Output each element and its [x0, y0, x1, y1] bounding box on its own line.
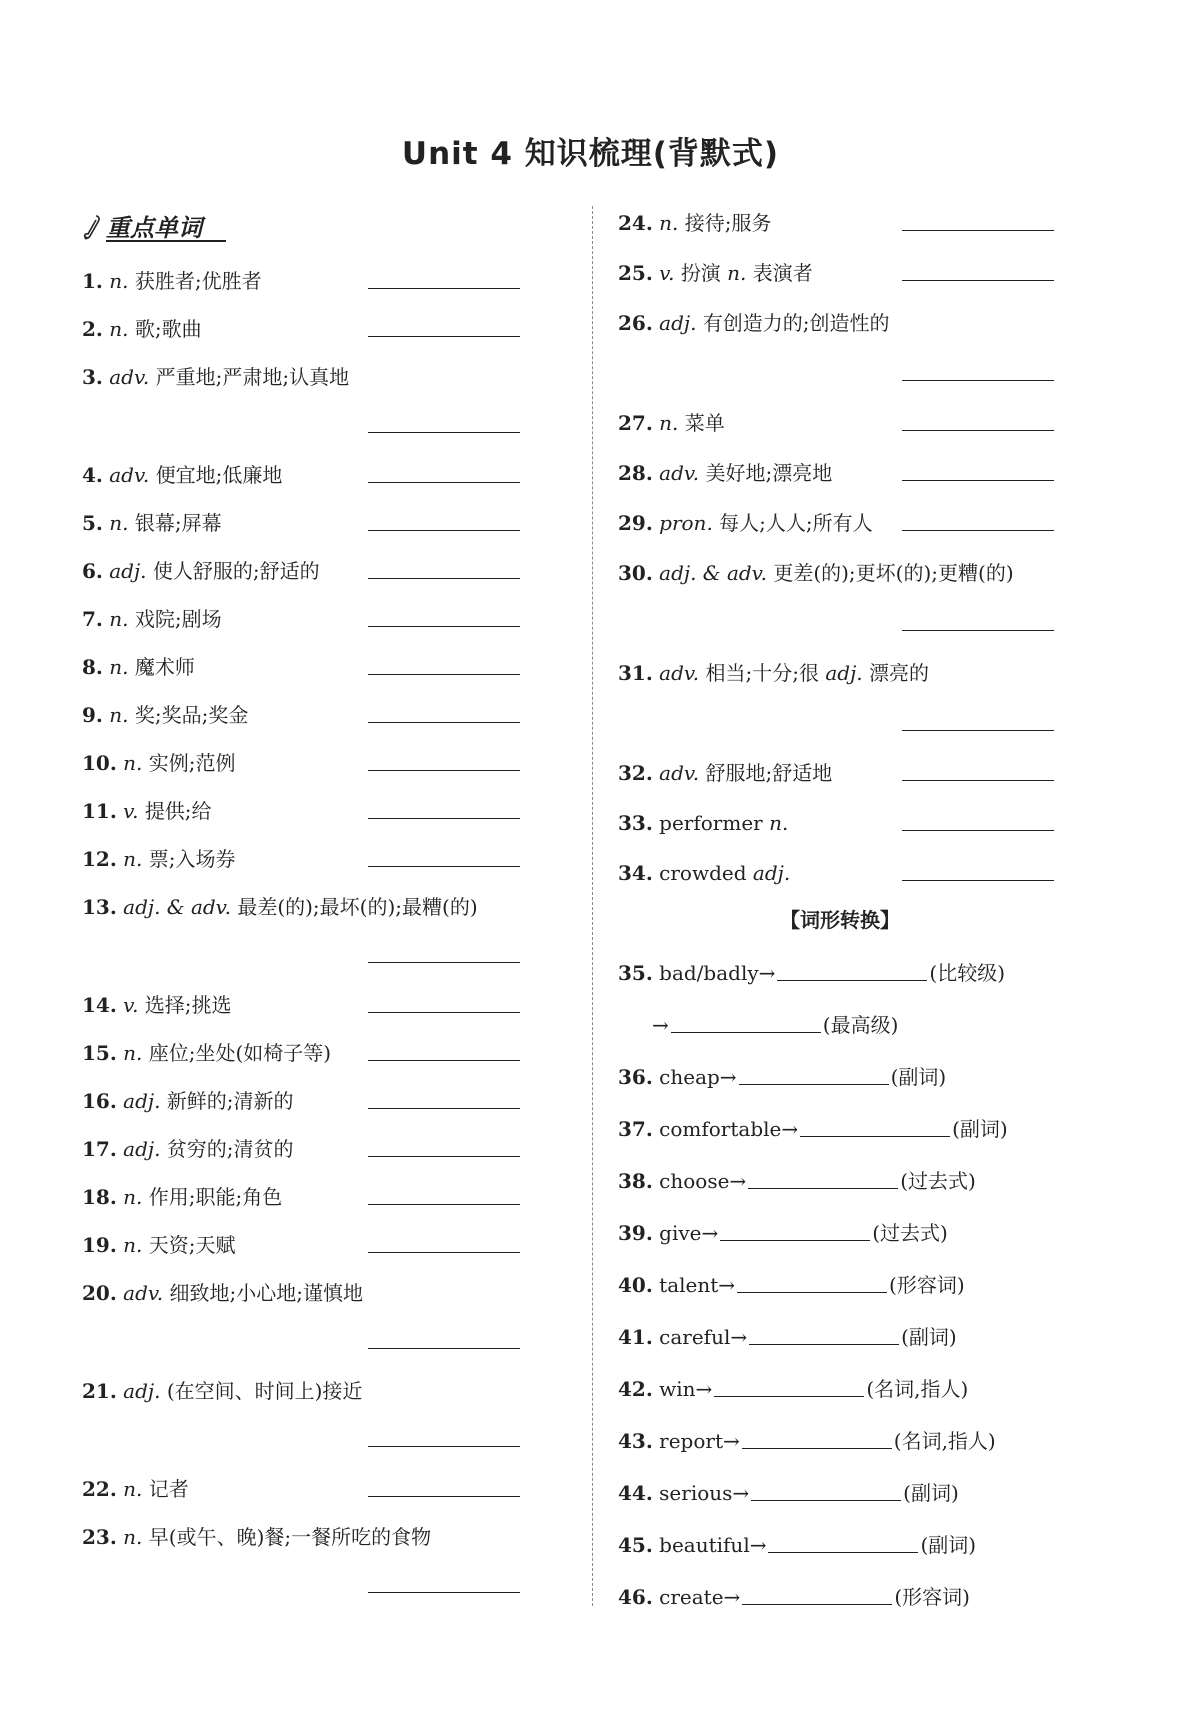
- part-of-speech: adj.: [659, 311, 697, 335]
- item-number: 24.: [618, 211, 653, 235]
- answer-blank[interactable]: [714, 1396, 864, 1397]
- vocab-item: [618, 560, 1014, 586]
- answer-blank[interactable]: [368, 1592, 520, 1593]
- item-number: 16.: [82, 1089, 117, 1113]
- definition: 新鲜的;清新的: [166, 1089, 294, 1113]
- form-hint: (副词): [952, 1117, 1008, 1141]
- definition: 舒服地;舒适地: [705, 761, 833, 785]
- vocab-item: [82, 1476, 189, 1502]
- answer-blank[interactable]: [368, 722, 520, 723]
- base-word: choose→: [659, 1169, 747, 1193]
- vocab-item: [82, 992, 232, 1018]
- item-number: 20.: [82, 1281, 117, 1305]
- item-number: 9.: [82, 703, 103, 727]
- item-number: 36.: [618, 1065, 653, 1089]
- vocab-item: [82, 1280, 363, 1306]
- base-word: talent→: [659, 1273, 736, 1297]
- definition: (在空间、时间上)接近: [166, 1379, 363, 1403]
- part-of-speech: adj. & adv.: [659, 561, 767, 585]
- english-word: crowded: [659, 861, 747, 885]
- form-hint: (副词): [903, 1481, 959, 1505]
- vocab-item: [618, 460, 832, 486]
- page-title: Unit 4 知识梳理(背默式): [401, 136, 780, 172]
- part-of-speech: adj.: [752, 861, 791, 885]
- item-number: 21.: [82, 1379, 117, 1403]
- definition: 获胜者;优胜者: [134, 269, 262, 293]
- item-number: 38.: [618, 1169, 653, 1193]
- base-word: →: [652, 1013, 669, 1037]
- answer-blank[interactable]: [368, 530, 520, 531]
- item-number: 46.: [618, 1585, 653, 1609]
- vocab-item: [618, 210, 772, 236]
- vocab-item: [82, 654, 195, 680]
- word-form-item: [618, 960, 1005, 986]
- answer-blank[interactable]: [902, 380, 1054, 381]
- word-form-item: [618, 1428, 996, 1454]
- column-divider: [592, 206, 593, 1606]
- vocab-item: [82, 1040, 331, 1066]
- definition: 戏院;剧场: [134, 607, 222, 631]
- item-number: 26.: [618, 311, 653, 335]
- answer-blank[interactable]: [800, 1136, 950, 1137]
- vocab-item: [618, 410, 725, 436]
- vocab-item: [82, 1136, 294, 1162]
- answer-blank[interactable]: [742, 1448, 892, 1449]
- item-number: 7.: [82, 607, 103, 631]
- definition: 美好地;漂亮地: [705, 461, 833, 485]
- part-of-speech: n.: [769, 811, 789, 835]
- form-hint: (比较级): [929, 961, 1006, 985]
- item-number: 31.: [618, 661, 653, 685]
- base-word: careful→: [659, 1325, 748, 1349]
- vocab-item: [82, 894, 478, 920]
- base-word: win→: [659, 1377, 713, 1401]
- definition: 早(或午、晚)餐;一餐所吃的食物: [148, 1525, 432, 1549]
- answer-blank[interactable]: [902, 230, 1054, 231]
- item-number: 34.: [618, 861, 653, 885]
- answer-blank[interactable]: [902, 480, 1054, 481]
- vocab-item: [82, 606, 222, 632]
- part-of-speech: v.: [659, 261, 675, 285]
- vocab-item: [82, 558, 320, 584]
- item-number: 42.: [618, 1377, 653, 1401]
- item-number: 3.: [82, 365, 103, 389]
- vocab-item: [82, 846, 236, 872]
- definition: 作用;职能;角色: [148, 1185, 283, 1209]
- answer-blank[interactable]: [368, 770, 520, 771]
- answer-blank[interactable]: [368, 962, 520, 963]
- item-number: 5.: [82, 511, 103, 535]
- definition: 提供;给: [144, 799, 212, 823]
- vocab-item: [82, 364, 349, 390]
- form-hint: (副词): [890, 1065, 947, 1089]
- item-number: 35.: [618, 961, 653, 985]
- answer-blank[interactable]: [749, 1344, 899, 1345]
- part-of-speech: n.: [123, 847, 143, 871]
- part-of-speech: adv.: [109, 365, 150, 389]
- section-heading: [82, 208, 282, 244]
- answer-blank[interactable]: [368, 1496, 520, 1497]
- form-hint: (形容词): [889, 1273, 965, 1297]
- item-number: 2.: [82, 317, 103, 341]
- vocab-item: [82, 462, 282, 488]
- item-number: 29.: [618, 511, 653, 535]
- definition: 菜单: [684, 411, 725, 435]
- part-of-speech: n.: [123, 1185, 143, 1209]
- part-of-speech: adj. & adv.: [123, 895, 231, 919]
- form-hint: (名词,指人): [866, 1377, 969, 1401]
- definition: 扮演: [680, 261, 721, 285]
- definition: 漂亮的: [869, 661, 930, 685]
- definition: 奖;奖品;奖金: [134, 703, 249, 727]
- part-of-speech: adv.: [659, 461, 700, 485]
- definition: 每人;人人;所有人: [719, 511, 873, 535]
- answer-blank[interactable]: [902, 430, 1054, 431]
- definition: 细致地;小心地;谨慎地: [169, 1281, 364, 1305]
- answer-blank[interactable]: [902, 830, 1054, 831]
- section-underline: [106, 240, 226, 242]
- answer-blank[interactable]: [671, 1032, 821, 1033]
- answer-blank[interactable]: [368, 1108, 520, 1109]
- vocab-item: [618, 760, 832, 786]
- definition: 座位;坐处(如椅子等): [148, 1041, 332, 1065]
- item-number: 14.: [82, 993, 117, 1017]
- answer-blank[interactable]: [902, 730, 1054, 731]
- answer-blank[interactable]: [737, 1292, 887, 1293]
- part-of-speech: n.: [123, 1233, 143, 1257]
- word-form-item: [618, 1220, 948, 1246]
- item-number: 19.: [82, 1233, 117, 1257]
- definition: 票;入场券: [148, 847, 236, 871]
- vocab-item: [82, 1232, 236, 1258]
- answer-blank[interactable]: [751, 1500, 901, 1501]
- answer-blank[interactable]: [368, 482, 520, 483]
- base-word: give→: [659, 1221, 719, 1245]
- answer-blank[interactable]: [777, 980, 927, 981]
- vocab-item: [618, 510, 873, 536]
- part-of-speech: n.: [123, 1477, 143, 1501]
- word-form-item: [652, 1012, 898, 1038]
- vocab-item: [82, 798, 212, 824]
- definition: 严重地;严肃地;认真地: [155, 365, 350, 389]
- vocab-item: [618, 260, 813, 286]
- vocab-item: [618, 660, 929, 686]
- pen-icon: [82, 214, 104, 242]
- answer-blank[interactable]: [902, 880, 1054, 881]
- vocab-item: [618, 860, 790, 886]
- definition: 记者: [148, 1477, 189, 1501]
- item-number: 28.: [618, 461, 653, 485]
- item-number: 13.: [82, 895, 117, 919]
- word-form-item: [618, 1532, 976, 1558]
- part-of-speech: v.: [123, 993, 139, 1017]
- item-number: 12.: [82, 847, 117, 871]
- part-of-speech: n.: [123, 1525, 143, 1549]
- base-word: create→: [659, 1585, 741, 1609]
- answer-blank[interactable]: [902, 530, 1054, 531]
- part-of-speech: adj.: [123, 1137, 161, 1161]
- item-number: 37.: [618, 1117, 653, 1141]
- part-of-speech: adv.: [123, 1281, 164, 1305]
- definition: 相当;十分;很: [705, 661, 820, 685]
- answer-blank[interactable]: [368, 818, 520, 819]
- vocab-item: [82, 1184, 282, 1210]
- base-word: serious→: [659, 1481, 750, 1505]
- definition: 表演者: [752, 261, 813, 285]
- item-number: 43.: [618, 1429, 653, 1453]
- form-hint: (过去式): [900, 1169, 976, 1193]
- part-of-speech: n.: [659, 211, 679, 235]
- definition: 更差(的);更坏(的);更糟(的): [773, 561, 1014, 585]
- item-number: 4.: [82, 463, 103, 487]
- item-number: 40.: [618, 1273, 653, 1297]
- answer-blank[interactable]: [368, 432, 520, 433]
- part-of-speech: v.: [123, 799, 139, 823]
- definition: 天资;天赋: [148, 1233, 236, 1257]
- vocab-item: [82, 268, 262, 294]
- item-number: 11.: [82, 799, 117, 823]
- item-number: 44.: [618, 1481, 653, 1505]
- part-of-speech: adj.: [123, 1379, 161, 1403]
- definition: 使人舒服的;舒适的: [152, 559, 320, 583]
- base-word: beautiful→: [659, 1533, 767, 1557]
- answer-blank[interactable]: [368, 626, 520, 627]
- form-hint: (副词): [901, 1325, 957, 1349]
- form-hint: (形容词): [894, 1585, 970, 1609]
- vocab-item: [82, 1378, 362, 1404]
- definition: 银幕;屏幕: [134, 511, 222, 535]
- definition: 贫穷的;清贫的: [166, 1137, 294, 1161]
- vocab-item: [82, 510, 222, 536]
- part-of-speech: n.: [109, 317, 129, 341]
- item-number: 10.: [82, 751, 117, 775]
- vocab-item: [82, 316, 202, 342]
- answer-blank[interactable]: [742, 1604, 892, 1605]
- base-word: cheap→: [659, 1065, 737, 1089]
- item-number: 39.: [618, 1221, 653, 1245]
- base-word: comfortable→: [659, 1117, 799, 1141]
- part-of-speech: n.: [109, 607, 129, 631]
- item-number: 32.: [618, 761, 653, 785]
- part-of-speech: n.: [123, 1041, 143, 1065]
- answer-blank[interactable]: [368, 1446, 520, 1447]
- definition: 有创造力的;创造性的: [702, 311, 890, 335]
- vocab-item: [618, 310, 890, 336]
- part-of-speech: n.: [109, 703, 129, 727]
- word-form-item: [618, 1064, 946, 1090]
- answer-blank[interactable]: [368, 336, 520, 337]
- form-hint: (副词): [920, 1533, 977, 1557]
- answer-blank[interactable]: [368, 1348, 520, 1349]
- part-of-speech: adv.: [109, 463, 150, 487]
- definition: 歌;歌曲: [134, 317, 202, 341]
- item-number: 25.: [618, 261, 653, 285]
- answer-blank[interactable]: [902, 780, 1054, 781]
- answer-blank[interactable]: [902, 280, 1054, 281]
- part-of-speech: adv.: [659, 761, 700, 785]
- answer-blank[interactable]: [368, 288, 520, 289]
- form-hint: (最高级): [822, 1013, 899, 1037]
- answer-blank[interactable]: [368, 1012, 520, 1013]
- answer-blank[interactable]: [748, 1188, 898, 1189]
- definition: 选择;挑选: [144, 993, 232, 1017]
- item-number: 45.: [618, 1533, 653, 1557]
- word-form-heading: 【词形转换】: [780, 908, 900, 932]
- answer-blank[interactable]: [368, 674, 520, 675]
- answer-blank[interactable]: [368, 1252, 520, 1253]
- item-number: 6.: [82, 559, 103, 583]
- base-word: report→: [659, 1429, 740, 1453]
- part-of-speech: pron.: [659, 511, 713, 535]
- part-of-speech: adj.: [123, 1089, 161, 1113]
- vocab-item: [82, 702, 248, 728]
- answer-blank[interactable]: [368, 1156, 520, 1157]
- word-form-item: [618, 1116, 1008, 1142]
- word-form-item: [618, 1168, 976, 1194]
- item-number: 30.: [618, 561, 653, 585]
- part-of-speech: n.: [109, 269, 129, 293]
- part-of-speech: n.: [109, 511, 129, 535]
- english-word: performer: [659, 811, 763, 835]
- answer-blank[interactable]: [368, 1060, 520, 1061]
- section-title: 重点单词: [106, 214, 202, 242]
- item-number: 41.: [618, 1325, 653, 1349]
- base-word: bad/badly→: [659, 961, 776, 985]
- definition: 最差(的);最坏(的);最糟(的): [237, 895, 478, 919]
- part-of-speech: n.: [727, 261, 747, 285]
- item-number: 17.: [82, 1137, 117, 1161]
- part-of-speech: adj.: [825, 661, 863, 685]
- vocab-item: [82, 1524, 431, 1550]
- answer-blank[interactable]: [368, 866, 520, 867]
- item-number: 27.: [618, 411, 653, 435]
- word-form-item: [618, 1480, 959, 1506]
- definition: 接待;服务: [684, 211, 772, 235]
- item-number: 8.: [82, 655, 103, 679]
- form-hint: (过去式): [872, 1221, 948, 1245]
- part-of-speech: n.: [109, 655, 129, 679]
- part-of-speech: adv.: [659, 661, 700, 685]
- item-number: 1.: [82, 269, 103, 293]
- word-form-item: [618, 1376, 968, 1402]
- vocab-item: [82, 1088, 294, 1114]
- item-number: 23.: [82, 1525, 117, 1549]
- answer-blank[interactable]: [768, 1552, 918, 1553]
- definition: 实例;范例: [148, 751, 236, 775]
- definition: 便宜地;低廉地: [155, 463, 283, 487]
- definition: 魔术师: [134, 655, 195, 679]
- vocab-item: [618, 810, 788, 836]
- word-form-item: [618, 1324, 957, 1350]
- answer-blank[interactable]: [739, 1084, 889, 1085]
- item-number: 18.: [82, 1185, 117, 1209]
- word-form-item: [618, 1272, 965, 1298]
- answer-blank[interactable]: [902, 630, 1054, 631]
- answer-blank[interactable]: [368, 578, 520, 579]
- item-number: 22.: [82, 1477, 117, 1501]
- form-hint: (名词,指人): [893, 1429, 996, 1453]
- part-of-speech: n.: [123, 751, 143, 775]
- part-of-speech: n.: [659, 411, 679, 435]
- answer-blank[interactable]: [720, 1240, 870, 1241]
- part-of-speech: adj.: [109, 559, 147, 583]
- item-number: 33.: [618, 811, 653, 835]
- answer-blank[interactable]: [368, 1204, 520, 1205]
- vocab-item: [82, 750, 236, 776]
- word-form-item: [618, 1584, 970, 1610]
- item-number: 15.: [82, 1041, 117, 1065]
